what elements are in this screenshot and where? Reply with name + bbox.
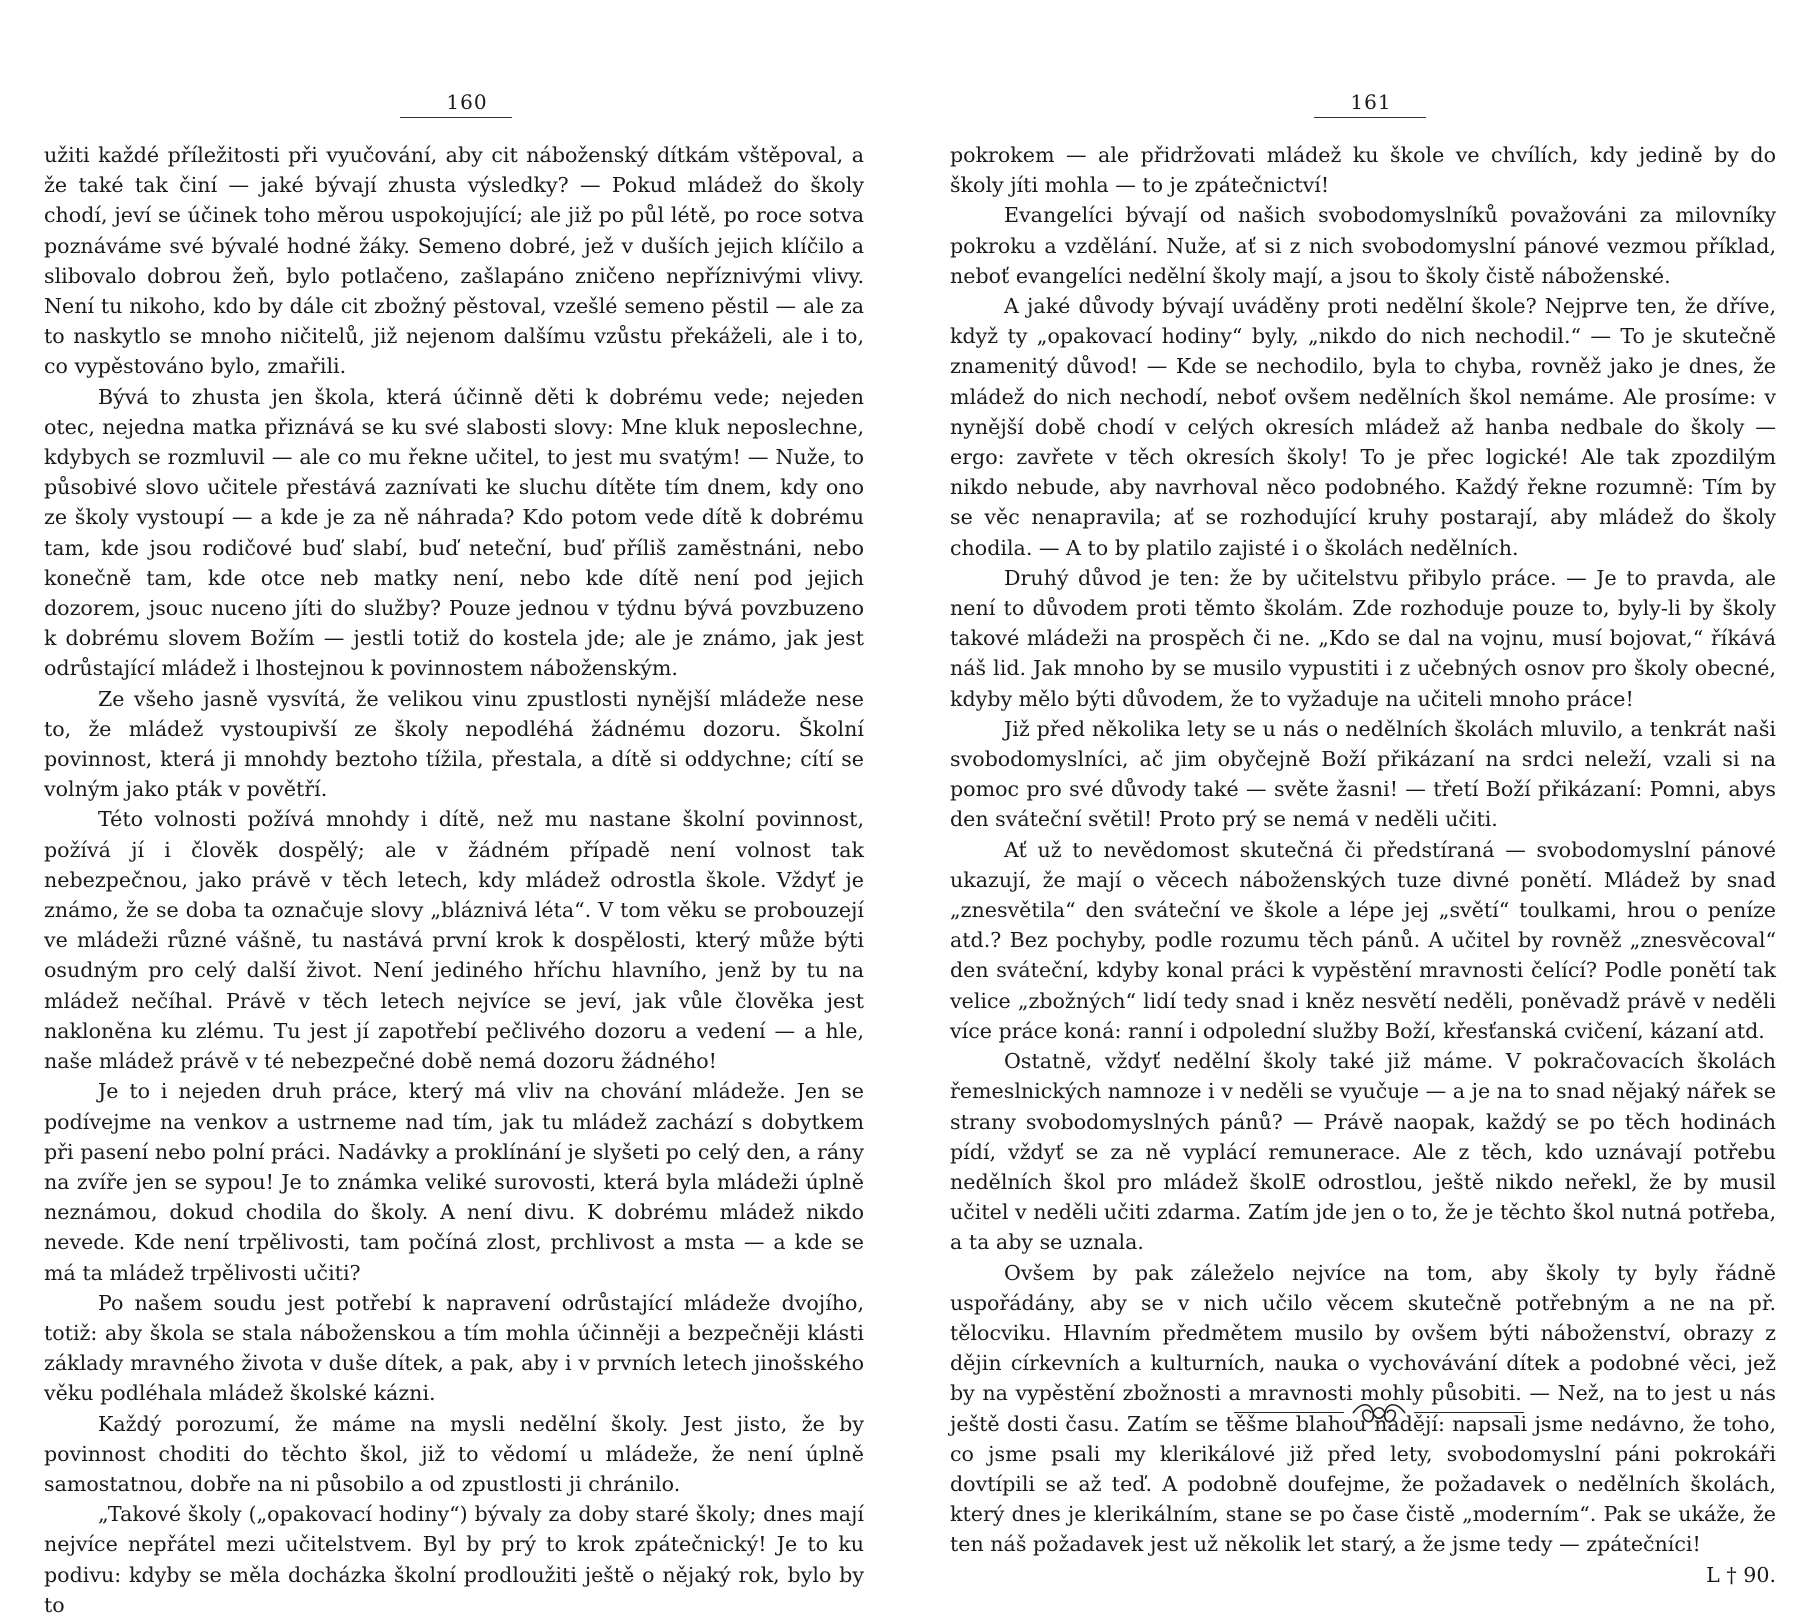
paragraph: pokrokem — ale přidržovati mládež ku škole ve chvílích, kdy jedině by do školy jíti mohla — to je zpátečnictví!	[950, 143, 1776, 198]
right-page	[948, 0, 1794, 1587]
ornament-flourish-icon	[1349, 1398, 1409, 1428]
page-number: 160	[446, 90, 488, 114]
paragraph: Je to i nejeden druh práce, který má vliv na chování mládeže. Jen se podívejme na venkov a ustrneme nad tím, jak tu mládež zachází s dobytkem při pasení nebo polní práci. Nadávky a proklínání je slyšeti po celý den, a rány na zvíře jen se sypou! Je to známka veliké surovosti, která byla mládeži úplně neznámou, dokud chodila do školy. A není divu. K dobrému mládež nikdo nevede. Kde není trpělivosti, tam počíná zlost, prchlivost a msta — a kde se má ta mládež trpělivosti učiti?	[44, 1079, 864, 1285]
ornament-line-right	[1414, 1412, 1524, 1413]
paragraph: Ovšem by pak záleželo nejvíce na tom, aby školy ty byly řádně uspořádány, aby se v nich učilo věcem skutečně potřebným a ne na př. tělocviku. Hlavním předmětem musilo by ovšem býti náboženství, obrazy z dějin církevních a kulturních, nauka o vychovávání dítek a podobné věci, jež by na vypěstění zbožnosti a mravnosti mohly působiti. — Než, na to jest u nás ještě dosti času. Zatím se těšme blahou nadějí: napsali jsme nedávno, že toho, co jsme psali my klerikálové již před lety, svobodomyslní páni pokrokáři dovtípili se až teď. A podobně doufejme, že požadavek o nedělních školách, který dnes je klerikálním, stane se po čase čistě „moderním“. Pak se ukáže, že ten náš požadavek jest už několik let starý, a že jsme tedy — zpátečníci!	[950, 1260, 1776, 1557]
paragraph: Této volnosti požívá mnohdy i dítě, než mu nastane školní povinnost, požívá jí i člověk dospělý; ale v žádném případě není volnost tak nebezpečnou, jako právě v těch letech, kdy mládež odrostla škole. Vždyť je známo, že se doba ta označuje slovy „bláznivá léta“. V tom věku se probouzejí ve mládeži různé vášně, tu nastává první krok k dospělosti, který může býti osudným pro celý další život. Není jediného hříchu hlavního, jenž by tu na mládež nečíhal. Právě v těch letech nejvíce se jeví, jak vůle člověka jest nakloněna ku zlému. Tu jest jí zapotřebí pečlivého dozoru a vedení — a hle, naše mládež právě v té nebezpečné době nemá dozoru žádného!	[44, 807, 864, 1074]
paragraph: Bývá to zhusta jen škola, která účinně děti k dobrému vede; nejeden otec, nejedna matka přiznává se ku své slabosti slovy: Mne kluk neposlechne, kdybych se rozmluvil — ale co mu řekne učitel, to jest mu svatým! — Nuže, to působivé slovo učitele přestává zaznívati ke sluchu dítěte tím dnem, kdy ono ze školy vystoupí — a kde je za ně náhrada? Kdo potom vede dítě k dobrému tam, kde jsou rodičové buď slabí, buď neteční, buď příliš zaměstnáni, nebo konečně tam, kde otce neb matky není, nebo kde dítě není pod jejich dozorem, jsouc nuceno jíti do služby? Pouze jednou v týdnu bývá povzbuzeno k dobrému slovem Božím — jestli totiž do kostela jde; ale je známo, jak jest odrůstající mládež i lhostejnou k povinnostem náboženským.	[44, 384, 864, 681]
page-number-rule	[400, 117, 512, 118]
ornament-line-left	[1234, 1412, 1344, 1413]
end-ornament	[1234, 1398, 1524, 1428]
paragraph: Ať už to nevědomost skutečná či předstíraná — svobodomyslní pánové ukazují, že mají o věcech náboženských tuze divné ponětí. Mládež by snad „znesvětila“ den sváteční ve škole a lépe jej „světí“ toulkami, hrou o peníze atd.? Bez pochyby, podle rozumu těch pánů. A učitel by rovněž „znesvěcoval“ den sváteční, kdyby konal práci k vypěstění mravnosti čelící? Podle ponětí tak velice „zbožných“ lidí tedy snad i kněz nesvětí neděli, poněvadž právě v neděli více práce koná: ranní i odpolední služby Boží, křesťanská cvičení, kázaní atd.	[950, 837, 1776, 1043]
page-number: 161	[1350, 90, 1392, 114]
paragraph: A jaké důvody bývají uváděny proti nedělní škole? Nejprve ten, že dříve, když ty „opakovací hodiny“ byly, „nikdo do nich nechodil.“ — To je skutečně znamenitý důvod! — Kde se nechodilo, byla to chyba, rovněž jako je dnes, že mládež do nich nechodí, neboť ovšem nedělních škol nemáme. Ale prosíme: v nynější době chodí v celých okresích mládež až hanba nedbale do školy — ergo: zavřete v těch okresích školy! To je přec logické! Ale tak zpozdilým nikdo nebude, aby navrhoval něco podobného. Každý řekne rozumně: Tím by se věc nenapravila; ať se rozhodující kruhy postarají, aby mládež do školy chodila. — A to by platilo zajisté i o školách nedělních.	[950, 294, 1776, 560]
paragraph: Ostatně, vždyť nedělní školy také již máme. V pokračovacích školách řemeslnických namnoze i v neděli se vyučuje — a je na to snad nějaký nářek se strany svobodomyslných pánů? — Právě naopak, každý se po těch hodinách pídí, vždyť se za ně vyplácí remunerace. Ale z těch, kdo uznávají potřebu nedělních škol pro mládež školE odrostlou, ještě nikdo neřekl, že by musil učitel v neděli učiti zdarma. Zatím jde jen o to, že je těchto škol nutná potřeba, a ta aby se uznala.	[950, 1049, 1777, 1255]
paragraph: Po našem soudu jest potřebí k napravení odrůstající mládeže dvojího, totiž: aby škola se stala náboženskou a tím mohla účinněji a bezpečněji klásti základy mravného života v duše dítek, a pak, aby i v prvních letech jinošského věku podléhala mládež školské kázni.	[44, 1290, 864, 1406]
signature: L † 90.	[1706, 1562, 1776, 1587]
page-number-rule	[1314, 117, 1426, 118]
paragraph: Každý porozumí, že máme na mysli nedělní školy. Jest jisto, že by povinnost choditi do těchto škol, již to vědomí u mládeže, že není úplně samostatnou, dobře na ni působilo a od zpustlosti ji chránilo.	[44, 1411, 864, 1496]
paragraph: Již před několika lety se u nás o nedělních školách mluvilo, a tenkrát naši svobodomyslníci, ač jim obyčejně Boží přikázaní na srdci neleží, vzali si na pomoc pro své důvody také — světe žasni! — třetí Boží přikázaní: Pomni, abys den sváteční světil! Proto prý se nemá v neděli učiti.	[950, 716, 1776, 832]
left-page-text	[44, 140, 864, 1620]
left-page	[44, 0, 890, 1617]
paragraph: Druhý důvod je ten: že by učitelstvu přibylo práce. — Je to pravda, ale není to důvodem proti těmto školám. Zde rozhoduje pouze to, byly-li by školy takové mládeži na prospěch či ne. „Kdo se dal na vojnu, musí bojovat,“ říkává náš lid. Jak mnoho by se musilo vypustiti i z učebných osnov pro školy obecné, kdyby mělo býti důvodem, že to vyžaduje na učiteli mnoho práce!	[950, 565, 1776, 711]
paragraph: Evangelíci bývají od našich svobodomyslníků považováni za milovníky pokroku a vzdělání. Nuže, ať si z nich svobodomyslní pánové vezmou příklad, neboť evangelíci nedělní školy mají, a jsou to školy čistě náboženské.	[950, 203, 1776, 288]
paragraph: Ze všeho jasně vysvítá, že velikou vinu zpustlosti nynější mládeže nese to, že mládež vystoupivší ze školy nepodléhá žádnému dozoru. Školní povinnost, která ji mnohdy beztoho tížila, přestala, a dítě si oddychne; cítí se volným jako pták v povětří.	[44, 686, 864, 802]
paragraph: užiti každé příležitosti při vyučování, aby cit náboženský dítkám vštěpoval, a že také tak činí — jaké bývají zhusta výsledky? — Pokud mládež do školy chodí, jeví se účinek toho měrou uspokojující; ale již po půl létě, po roce sotva poznáváme své bývalé hodné žáky. Semeno dobré, jež v duších jejich klíčilo a slibovalo dobrou žeň, bylo potlačeno, zašlapáno zničeno nepříznivými vlivy. Není tu nikoho, kdo by dále cit zbožný pěstoval, vzešlé semeno pěstil — ale za to naskytlo se mnoho ničitelů, již nejenom dalšímu vzůstu překáželi, ale i to, co vypěstováno bylo, zmařili.	[44, 143, 864, 379]
paragraph: „Takové školy („opakovací hodiny“) bývaly za doby staré školy; dnes mají nejvíce nepřátel mezi učitelstvem. Byl by prý to krok zpátečnický! Je to ku podivu: kdyby se měla docházka školní prodloužiti ještě o nějaký rok, bylo by to	[44, 1502, 864, 1617]
right-page-text	[950, 140, 1776, 1590]
